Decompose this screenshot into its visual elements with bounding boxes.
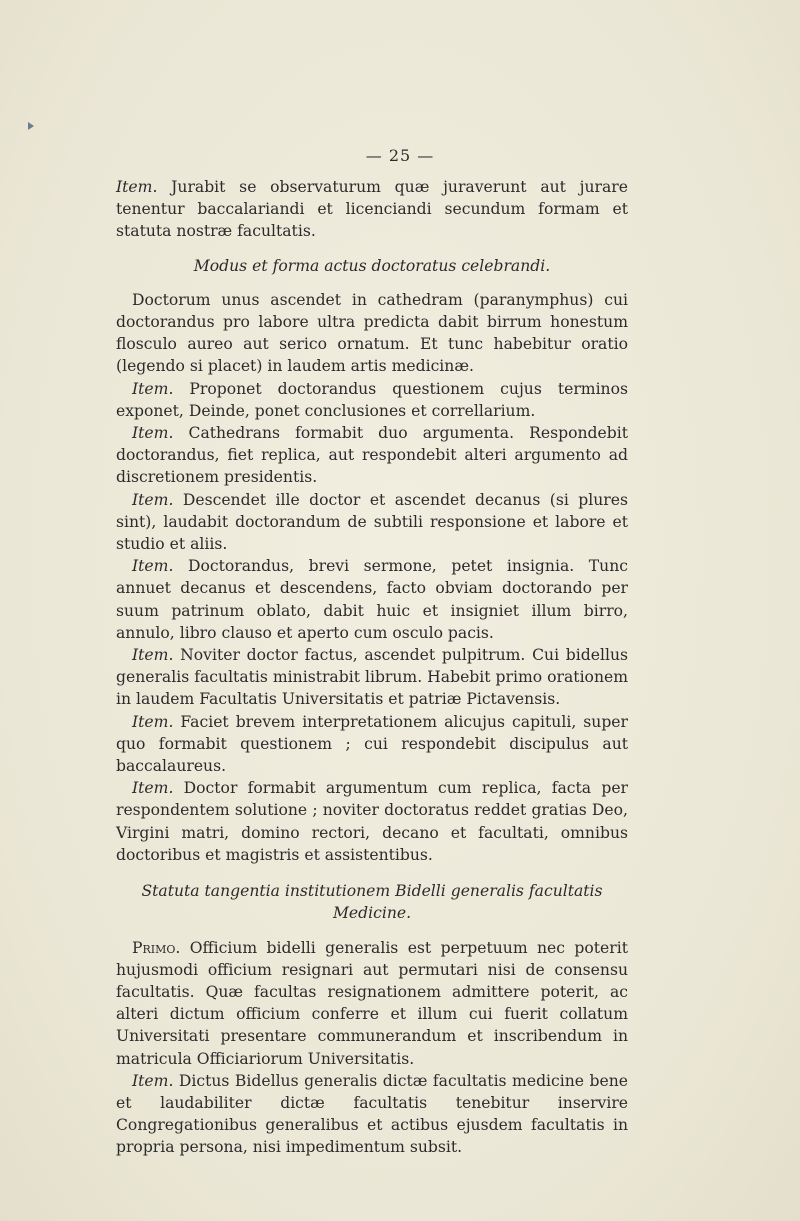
paragraph bbox=[116, 176, 628, 243]
paragraph-lead: Item. bbox=[132, 646, 174, 665]
paragraph-text: Doctorum unus ascendet in cathedram (paranymphus) cui doctorandus pro labore ultra predicta dabit birrum honestum flosculo aureo aut serico ornatum. Et tunc habebitur oratio (legendo si placet) in laudem artis medicinæ. bbox=[116, 290, 628, 376]
paragraph-lead: Primo. bbox=[132, 938, 181, 957]
paragraph-lead: Item. bbox=[132, 490, 174, 509]
margin-mark bbox=[28, 122, 34, 130]
paragraph-text: Dictus Bidellus generalis dictæ facultatis medicine bene et laudabiliter dictæ facultatis tenebitur inservire Congregationibus generalibus et actibus ejusdem facultatis in propria persona, nisi impedimentum subsit. bbox=[116, 1071, 628, 1157]
paragraph-text: Noviter doctor factus, ascendet pulpitrum. Cui bidellus generalis facultatis ministrabit librum. Habebit primo orationem in laudem Facultatis Universitatis et patriæ Pictavensis. bbox=[116, 646, 628, 709]
paragraph-lead: Item. bbox=[116, 178, 158, 196]
paragraph-lead: Item. bbox=[132, 712, 174, 731]
paragraph bbox=[116, 289, 628, 378]
paragraph-lead: Item. bbox=[132, 1071, 174, 1090]
paragraph-text: Doctor formabit argumentum cum replica, facta per respondentem solutione ; noviter doctoratus reddet gratias Deo, Virgini matri, domino rectori, decano et facultati, omnibus doctoribus et magistris et assistentibus. bbox=[116, 779, 628, 864]
paragraph-text: Faciet brevem interpretationem alicujus capituli, super quo formabit questionem ; cui respondebit discipulus aut baccalaureus. bbox=[116, 712, 628, 776]
section-heading: Modus et forma actus doctoratus celebrandi. bbox=[193, 256, 551, 275]
paragraph-text: Proponet doctorandus questionem cujus terminos exponet, Deinde, ponet conclusiones et correllarium. bbox=[116, 379, 628, 420]
paragraph bbox=[116, 378, 628, 422]
paragraph bbox=[116, 711, 628, 778]
paragraph-text: Cathedrans formabit duo argumenta. Respondebit doctorandus, fiet replica, aut respondebit alteri argumento ad discretionem presidentis. bbox=[116, 424, 628, 487]
paragraph bbox=[116, 777, 628, 866]
page-body bbox=[116, 176, 628, 1159]
paragraph-text: Descendet ille doctor et ascendet decanus (si plures sint), laudabit doctorandum de subtili responsione et labore et studio et aliis. bbox=[116, 490, 628, 554]
paragraph-lead: Item. bbox=[132, 779, 174, 798]
page-number: — 25 — bbox=[365, 146, 435, 165]
paragraph bbox=[116, 422, 628, 489]
section-heading: Statuta tangentia institutionem Bidelli generalis facultatis Medicine. bbox=[141, 882, 603, 923]
paragraph bbox=[116, 555, 628, 644]
paragraph-lead: Item. bbox=[132, 557, 174, 576]
paragraph-lead: Item. bbox=[132, 379, 174, 398]
paragraph bbox=[116, 937, 628, 1070]
paragraph bbox=[116, 489, 628, 556]
paragraph bbox=[116, 1070, 628, 1159]
paragraph-text: Jurabit se observaturum quæ juraverunt aut jurare tenentur baccalariandi et licenciandi secundum formam et statuta nostræ facultatis. bbox=[116, 178, 628, 241]
paragraph bbox=[116, 644, 628, 711]
paragraph-lead: Item. bbox=[132, 424, 174, 443]
paragraph-text: Officium bidelli generalis est perpetuum nec poterit hujusmodi officium resignari aut permutari nisi de consensu facultatis. Quæ facultas resignationem admittere poterit, ac alteri dictum officium conferre et illum cui fuerit collatum Universitati presentare communerandum et inscribendum in matricula Officiariorum Universitatis. bbox=[116, 938, 628, 1068]
paragraph-text: Doctorandus, brevi sermone, petet insignia. Tunc annuet decanus et descendens, facto obviam doctorando per suum patrinum oblato, dabit huic et insigniet illum birro, annulo, libro clauso et aperto cum osculo pacis. bbox=[116, 557, 628, 642]
